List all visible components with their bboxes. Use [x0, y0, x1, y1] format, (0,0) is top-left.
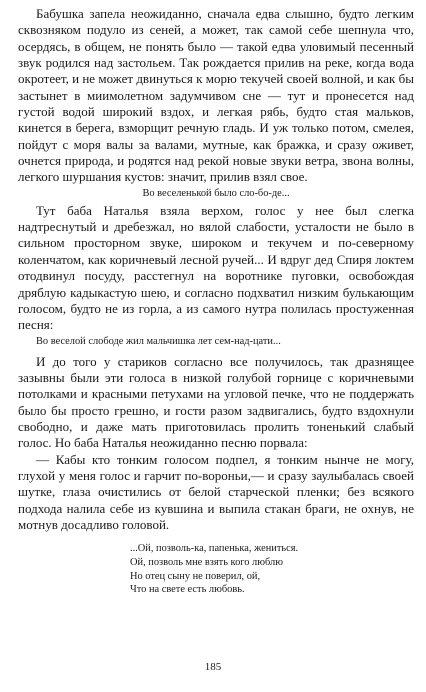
page-number: 185: [204, 661, 222, 673]
final-verse: [130, 542, 414, 596]
verse-line-2: Во веселой слободе жил мальчишка лет сем-над-цати...: [36, 335, 281, 347]
final-verse-line-1: ...Ой, позволь-ка, папенька, жениться.: [130, 543, 299, 555]
paragraph-4: — Кабы кто тонким голосом подпел, я тонким нынче не могу, глухой у меня голос и гарчит по-вороньи,— и сразу заулыбалась своей шутке, глаза очистились от белой старческой пленки; без всякого подхода налила себе из кувшина и выпила стакан браги, не охнув, не мотнув досадливо головой.: [18, 451, 414, 532]
final-verse-line-2: Ой, позволь мне взять кого люблю: [130, 556, 283, 568]
final-verse-line-3: Но отец сыну не поверил, ой,: [130, 570, 261, 582]
paragraph-3: И до того у стариков согласно все получилось, так дразнящее зазывны были эти голоса в низкой голубой горнице с коричневыми потолками и красными петухами на угловой печке, что не поддержать было бы просто грешно, и гости разом задвигались, будто вздохнули свободно, и даже мать приготовилась пролить тоненький слабый голос. Но баба Наталья неожиданно песню порвала:: [18, 353, 414, 451]
final-verse-line-4: Что на свете есть любовь.: [130, 584, 245, 596]
paragraph-2: Тут баба Наталья взяла верхом, голос у нее был слегка надтреснутый и дребезжал, но вялой слабости, усталости не было в сильном просторном звуке, широком и текучем и по-северному коленчатом, как коричневый лесной ручей... И вдруг дед Спиря локтем отодвинул посуду, расстегнул на воротнике пуговки, освобождая дряблую кадыкастую шею, и согласно подхватил низким булькающим голосом, будто не из горла, а из самого нутра полилась простуженная песня:: [18, 202, 414, 333]
verse-line-1: Во веселенькой было сло-бо-де...: [142, 187, 290, 199]
paragraph-1: Бабушка запела неожиданно, сначала едва слышно, будто легким сквозняком подуло из сеней, а может, так самой себе шепнула что, осердясь, в общем, не понять было — такой едва уловимый песенный звук родился над застольем. Так рождается прилив на реке, когда вода окротеет, и не может двинуться к морю текучей своей волной, и как бы застынет в миимолетном задумчивом сне — тут и пронесется над густой водой широкий вздох, и легкая рябь, будто стая мальков, кинется в берега, взморщит речную гладь. И уж только потом, смелея, пойдут с моря валы за валами, мутные, как бражка, и сразу оживет, очнется природа, и родятся над рекой новые звуки ветра, звона волны, легкого шуршания кустов: значит, прилив взял свое.: [18, 6, 414, 185]
